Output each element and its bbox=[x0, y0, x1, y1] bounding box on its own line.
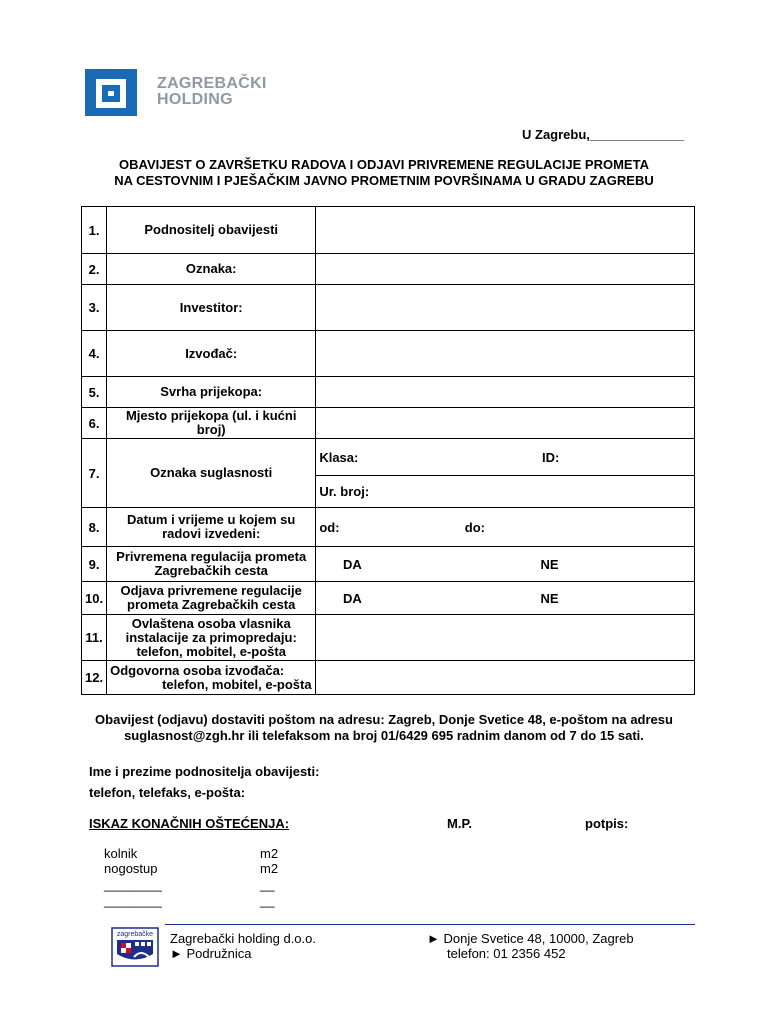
form-row bbox=[82, 547, 695, 582]
damage-item-unit: __ bbox=[260, 877, 275, 892]
submitter-field[interactable] bbox=[316, 207, 695, 254]
regulation-choice bbox=[316, 547, 695, 582]
do-label: do: bbox=[464, 519, 485, 535]
row-number: 8. bbox=[82, 508, 107, 547]
logo-line-1: ZAGREBAČKI bbox=[157, 75, 267, 92]
da-option[interactable]: DA bbox=[342, 556, 362, 572]
row-number: 4. bbox=[82, 331, 107, 377]
row-number: 3. bbox=[82, 285, 107, 331]
damage-item-unit: m2 bbox=[260, 861, 279, 876]
ne-option[interactable]: NE bbox=[540, 556, 559, 572]
damage-item-name: ________ bbox=[104, 877, 162, 892]
row-number: 7. bbox=[82, 439, 107, 508]
footer-divider bbox=[165, 924, 695, 925]
footer-address: ► Donje Svetice 48, 10000, Zagreb bbox=[427, 931, 634, 946]
damage-item-unit: __ bbox=[260, 893, 275, 908]
row-label: Privremena regulacija prometa Zagrebačkih cesta bbox=[107, 547, 316, 582]
row-number: 12. bbox=[82, 661, 107, 695]
row-label-line: instalacije za primopredaju: bbox=[125, 629, 297, 645]
contact-label: telefon, telefaks, e-pošta: bbox=[89, 785, 246, 800]
owner-contact-field[interactable] bbox=[316, 615, 695, 661]
row-number: 1. bbox=[82, 207, 107, 254]
row-label-line: telefon, mobitel, e-pošta bbox=[162, 676, 312, 692]
damage-item-name: kolnik bbox=[104, 846, 138, 861]
holding-logo-text bbox=[157, 76, 267, 108]
row-label: Izvođač: bbox=[107, 331, 316, 377]
form-row bbox=[82, 408, 695, 439]
row-label-line: telefon, mobitel, e-pošta bbox=[136, 643, 286, 659]
crest-logo-icon bbox=[111, 927, 159, 967]
da-option[interactable]: DA bbox=[342, 590, 362, 606]
damage-item-unit: m2 bbox=[260, 846, 279, 861]
od-label: od: bbox=[319, 519, 340, 535]
row-number: 2. bbox=[82, 254, 107, 285]
holding-logo-mark bbox=[85, 69, 137, 116]
notice-form-table bbox=[81, 206, 695, 695]
date-time-field[interactable] bbox=[316, 508, 695, 547]
purpose-field[interactable] bbox=[316, 377, 695, 408]
form-row bbox=[82, 254, 695, 285]
row-label: Investitor: bbox=[107, 285, 316, 331]
row-number: 11. bbox=[82, 615, 107, 661]
contractor-field[interactable] bbox=[316, 331, 695, 377]
row-number: 6. bbox=[82, 408, 107, 439]
form-row bbox=[82, 615, 695, 661]
location-field[interactable] bbox=[316, 408, 695, 439]
footer-company: Zagrebački holding d.o.o. bbox=[170, 931, 316, 946]
submitter-name-label: Ime i prezime podnositelja obavijesti: bbox=[89, 764, 320, 779]
form-row bbox=[82, 582, 695, 615]
row-label: Oznaka: bbox=[107, 254, 316, 285]
row-label-line: Ovlaštena osoba vlasnika bbox=[131, 615, 291, 631]
row-label: Oznaka suglasnosti bbox=[107, 439, 316, 508]
date-line: U Zagrebu,_____________ bbox=[522, 127, 684, 142]
row-label: Mjesto prijekopa (ul. i kućni broj) bbox=[107, 408, 316, 439]
row-number: 5. bbox=[82, 377, 107, 408]
ur-broj-field[interactable] bbox=[316, 476, 695, 508]
id-label: ID: bbox=[541, 449, 560, 465]
klasa-field[interactable] bbox=[316, 439, 695, 476]
stamp-label: M.P. bbox=[447, 816, 473, 831]
row-label: Podnositelj obavijesti bbox=[107, 207, 316, 254]
deregistration-choice bbox=[316, 582, 695, 615]
footer-phone: telefon: 01 2356 452 bbox=[447, 946, 566, 961]
form-row bbox=[82, 377, 695, 408]
damage-item-name: ________ bbox=[104, 893, 162, 908]
logo-square-icon bbox=[96, 79, 126, 108]
row-label bbox=[107, 615, 316, 661]
form-title bbox=[60, 157, 708, 189]
row-number: 10. bbox=[82, 582, 107, 615]
form-row bbox=[82, 331, 695, 377]
note-line-2: suglasnost@zgh.hr ili telefaksom na broj 01/6429 695 radnim danom od 7 do 15 sati. bbox=[124, 728, 644, 743]
row-number: 9. bbox=[82, 547, 107, 582]
submission-note bbox=[60, 712, 708, 744]
form-row bbox=[82, 285, 695, 331]
mark-field[interactable] bbox=[316, 254, 695, 285]
form-title-line-1: OBAVIJEST O ZAVRŠETKU RADOVA I ODJAVI PRIVREMENE REGULACIJE PROMETA bbox=[119, 157, 649, 172]
form-row bbox=[82, 207, 695, 254]
row-label: Odjava privremene regulacije prometa Zagrebačkih cesta bbox=[107, 582, 316, 615]
footer-branch: ► Podružnica bbox=[170, 946, 252, 961]
damages-heading: ISKAZ KONAČNIH OŠTEĆENJA: bbox=[89, 816, 290, 831]
row-label: Svrha prijekopa: bbox=[107, 377, 316, 408]
contractor-contact-field[interactable] bbox=[316, 661, 695, 695]
ne-option[interactable]: NE bbox=[540, 590, 559, 606]
crest-text: zagrebačke bbox=[116, 931, 154, 938]
form-row bbox=[82, 439, 695, 476]
form-row bbox=[82, 508, 695, 547]
damage-item-name: nogostup bbox=[104, 861, 158, 876]
form-row bbox=[82, 661, 695, 695]
row-label: Datum i vrijeme u kojem su radovi izvedeni: bbox=[107, 508, 316, 547]
row-label-line: Odgovorna osoba izvođača: bbox=[110, 662, 285, 678]
investor-field[interactable] bbox=[316, 285, 695, 331]
form-title-line-2: NA CESTOVNIM I PJEŠAČKIM JAVNO PROMETNIM POVRŠINAMA U GRADU ZAGREBU bbox=[114, 173, 654, 188]
signature-label: potpis: bbox=[585, 816, 629, 831]
note-line-1: Obavijest (odjavu) dostaviti poštom na adresu: Zagreb, Donje Svetice 48, e-poštom na adresu bbox=[95, 712, 673, 727]
row-label bbox=[107, 661, 316, 695]
logo-line-2: HOLDING bbox=[157, 91, 233, 108]
ur-broj-label: Ur. broj: bbox=[319, 484, 370, 499]
klasa-label: Klasa: bbox=[319, 449, 359, 465]
